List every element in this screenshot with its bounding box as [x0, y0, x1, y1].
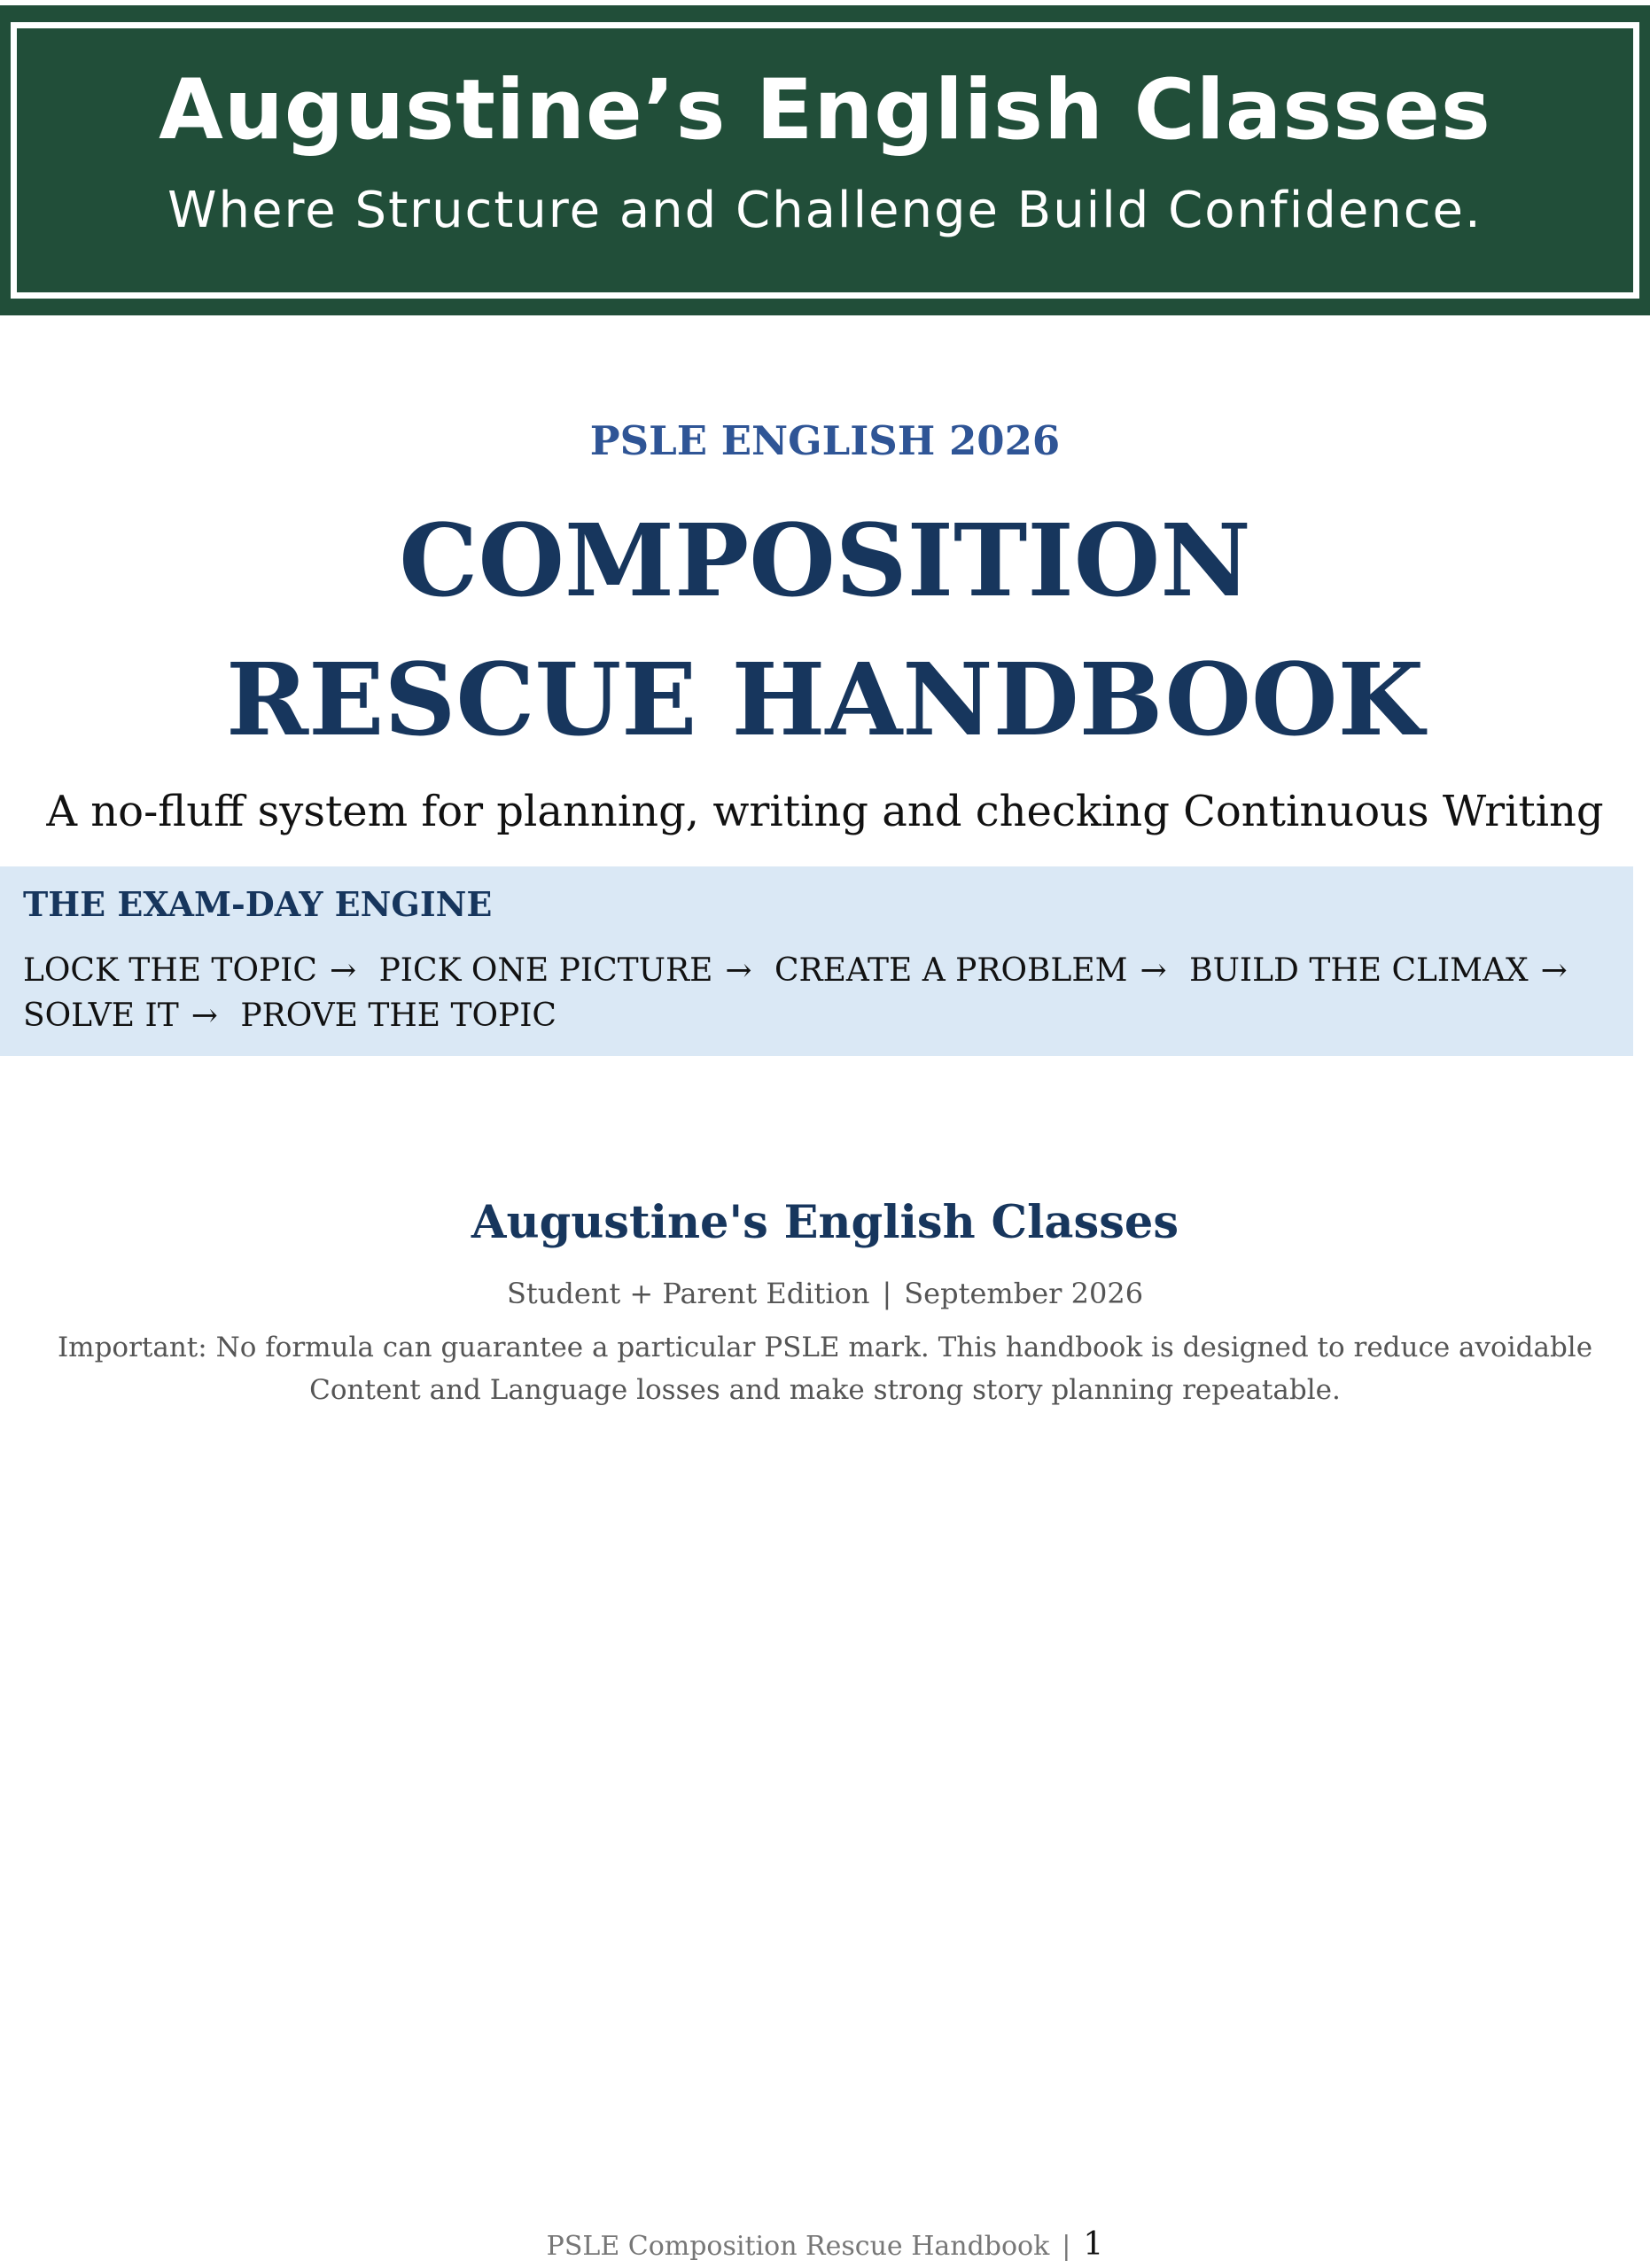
footer-separator: | — [1062, 2231, 1071, 2262]
arrow-right-icon: → — [725, 952, 752, 989]
page-footer — [0, 2226, 1650, 2263]
document-title-line-2: RESCUE HANDBOOK — [226, 642, 1424, 758]
banner-title: Augustine’s English Classes — [159, 62, 1491, 159]
arrow-right-icon: → — [191, 998, 218, 1034]
page-number: 1 — [1083, 2226, 1104, 2263]
banner-tagline: Where Structure and Challenge Build Confidence. — [167, 182, 1483, 239]
document-title-line-1: COMPOSITION — [399, 503, 1251, 619]
engine-heading: THE EXAM-DAY ENGINE — [23, 884, 493, 924]
engine-step: PROVE THE TOPIC — [240, 998, 556, 1034]
engine-step: SOLVE IT → — [23, 998, 218, 1034]
arrow-right-icon: → — [1540, 952, 1568, 989]
edition-separator: | — [882, 1277, 892, 1310]
publisher-name: Augustine's English Classes — [471, 1196, 1179, 1249]
engine-step: LOCK THE TOPIC → — [23, 952, 357, 989]
header-banner — [0, 5, 1650, 315]
edition-line — [0, 1279, 1650, 1308]
cover-kicker: PSLE ENGLISH 2026 — [589, 417, 1061, 464]
engine-step: BUILD THE CLIMAX → — [1189, 952, 1568, 989]
engine-step: CREATE A PROBLEM → — [774, 952, 1167, 989]
arrow-right-icon: → — [1140, 952, 1167, 989]
disclaimer-note: Important: No formula can guarantee a particular PSLE mark. This handbook is designed to reduce avoidable Content and Language losses and make strong story planning repeatable. — [57, 1332, 1593, 1406]
edition-date: September 2026 — [904, 1277, 1144, 1310]
engine-step: PICK ONE PICTURE → — [378, 952, 752, 989]
exam-day-engine-box — [0, 866, 1633, 1056]
engine-steps — [23, 948, 1612, 1038]
document-subtitle: A no-fluff system for planning, writing and checking Continuous Writing — [46, 787, 1604, 836]
footer-title: PSLE Composition Rescue Handbook — [546, 2231, 1050, 2262]
arrow-right-icon: → — [329, 952, 357, 989]
edition-label: Student + Parent Edition — [506, 1277, 870, 1310]
